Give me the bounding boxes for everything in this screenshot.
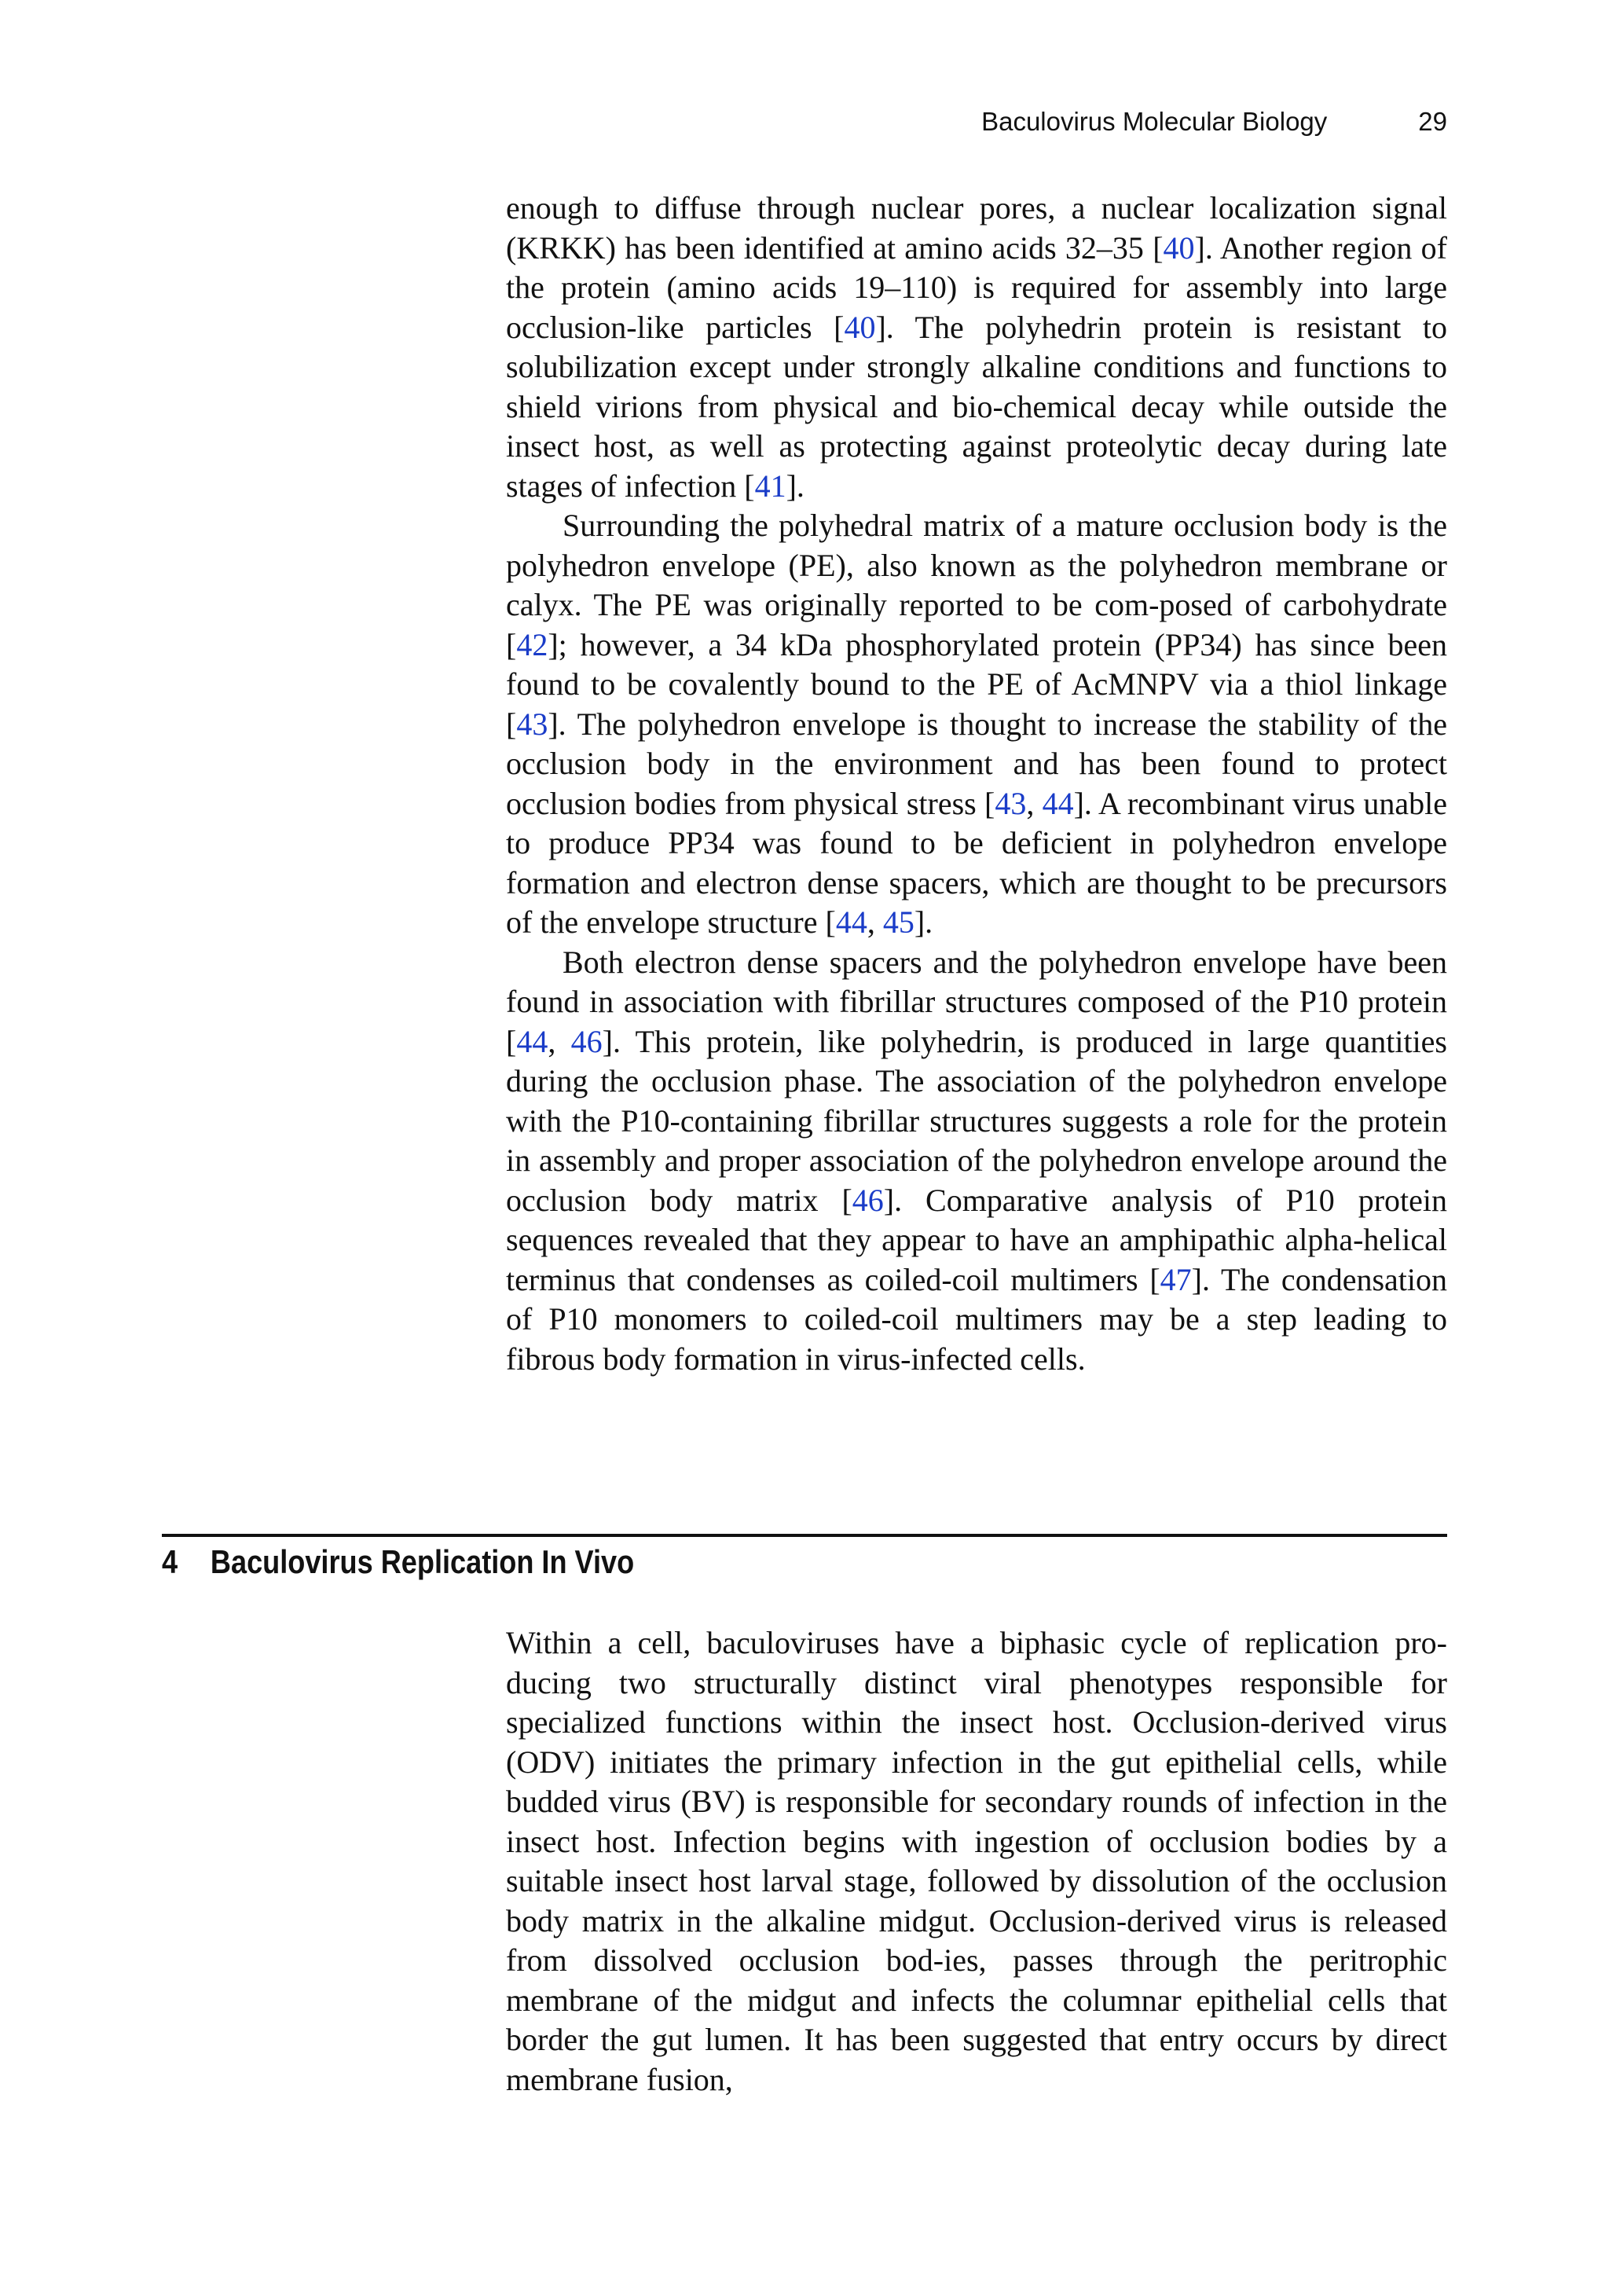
citation-link[interactable]: 42: [516, 626, 548, 662]
text-run: ,: [1026, 785, 1043, 821]
section-number: 4: [162, 1543, 178, 1580]
citation-link[interactable]: 44: [835, 904, 867, 940]
text-run: ]. The condensation of P10 monomers to coiled-coil multimers may be a step leading to fibrous body formation in virus-infected cells.: [506, 1261, 1447, 1377]
running-header: [981, 107, 1447, 137]
text-run: ].: [786, 468, 804, 504]
paragraph-3: [506, 943, 1447, 1380]
paragraph-4: Within a cell, baculoviruses have a biphasic cycle of replication pro-ducing two structurally distinct viral phenotypes responsible for specialized functions within the insect host. Occlusion-derived virus (ODV) initiates the primary infection in the gut epithelial cells, while budded virus (BV) is responsible for secondary rounds of infection in the insect host. Infection begins with ingestion of occlusion bodies by a suitable insect host larval stage, followed by dissolution of the occlusion body matrix in the alkaline midgut. Occlusion-derived virus is released from dissolved occlusion bod-ies, passes through the peritrophic membrane of the midgut and infects the columnar epithelial cells that border the gut lumen. It has been suggested that entry occurs by direct membrane fusion,: [506, 1625, 1447, 2097]
paragraph-2: [506, 506, 1447, 943]
text-run: ]. Another region of the protein (amino acids 19–110) is required for assembly into large occlusion-like particles [: [506, 229, 1447, 345]
running-title: Baculovirus Molecular Biology: [981, 107, 1328, 136]
citation-link[interactable]: 47: [1160, 1261, 1192, 1297]
citation-link[interactable]: 40: [844, 309, 876, 345]
citation-link[interactable]: 40: [1163, 229, 1195, 266]
citation-link[interactable]: 44: [516, 1023, 548, 1059]
text-run: Both electron dense spacers and the polyhedron envelope have been found in association with fibrillar structures composed of the P10 protein [: [506, 944, 1447, 1059]
text-run: ]. The polyhedron envelope is thought to increase the stability of the occlusion body in the environment and has been found to protect occlusion bodies from physical stress [: [506, 706, 1447, 821]
section-title: Baculovirus Replication In Vivo: [210, 1543, 635, 1580]
body-text-top: [506, 189, 1447, 1379]
citation-link[interactable]: 41: [754, 468, 786, 504]
section-divider: [162, 1534, 1447, 1537]
citation-link[interactable]: 43: [995, 785, 1027, 821]
text-run: enough to diffuse through nuclear pores, a nuclear localization signal (KRKK) has been identified at amino acids 32–35 [: [506, 190, 1447, 266]
text-run: ].: [914, 904, 933, 940]
paragraph-1: [506, 189, 1447, 506]
text-run: ]. Comparative analysis of P10 protein sequences revealed that they appear to have an amphipathic alpha-helical terminus that condenses as coiled-coil multimers [: [506, 1182, 1447, 1297]
page-number: 29: [1418, 107, 1447, 136]
text-run: ,: [867, 904, 883, 940]
body-text-bottom: [506, 1623, 1447, 2100]
citation-link[interactable]: 46: [852, 1182, 884, 1218]
text-run: ]. This protein, like polyhedrin, is produced in large quantities during the occlusion phase. The association of the polyhedron envelope with the P10-containing fibrillar structures suggests a role for the protein in assembly and proper association of the polyhedron envelope around the occlusion body matrix [: [506, 1023, 1448, 1218]
citation-link[interactable]: 44: [1042, 785, 1074, 821]
citation-link[interactable]: 43: [516, 706, 548, 742]
text-run: ]. The polyhedrin protein is resistant to solubilization except under strongly alkaline conditions and functions to shield virions from physical and bio-chemical decay while outside the insect host, as well as protecting against proteolytic decay during late stages of infection [: [506, 309, 1447, 504]
text-run: ,: [548, 1023, 571, 1059]
citation-link[interactable]: 45: [882, 904, 914, 940]
text-run: ]; however, a 34 kDa phosphorylated protein (PP34) has since been found to be covalently bound to the PE of AcMNPV via a thiol linkage [: [506, 626, 1447, 742]
section-heading: [162, 1543, 634, 1581]
citation-link[interactable]: 46: [570, 1023, 603, 1059]
text-run: ]. A recombinant virus unable to produce PP34 was found to be deficient in polyhedron envelope formation and electron dense spacers, which are thought to be precursors of the envelope structure [: [506, 785, 1447, 940]
text-run: Surrounding the polyhedral matrix of a mature occlusion body is the polyhedron envelope (PE), also known as the polyhedron membrane or calyx. The PE was originally reported to be com-posed of carbohydrate [: [506, 508, 1447, 662]
